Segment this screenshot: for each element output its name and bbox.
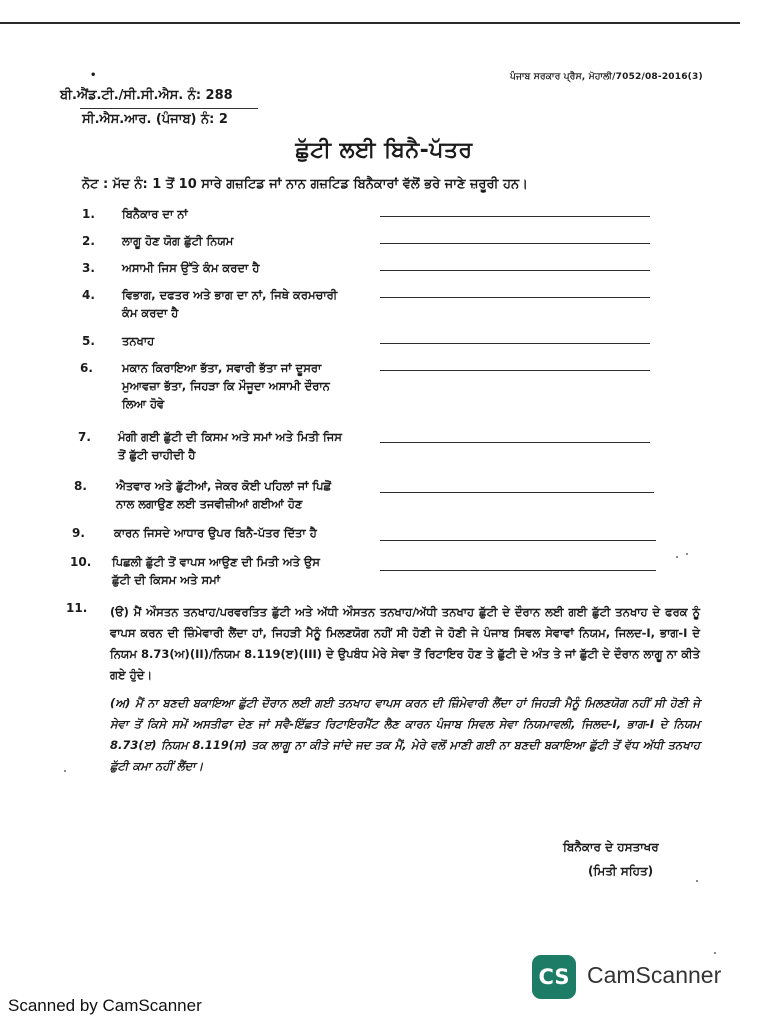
item-number: 6. [80,361,93,375]
item-number: 8. [74,479,87,493]
item-number: 2. [82,234,95,248]
fill-line[interactable] [380,442,650,443]
scan-speck [714,952,716,954]
fill-line[interactable] [380,540,656,541]
fill-line[interactable] [380,297,650,298]
item-label: ਤਨਖਾਹ [122,334,155,348]
item-number-11: 11. [66,601,88,615]
item-number: 4. [82,288,95,302]
signature-label: ਬਿਨੈਕਾਰ ਦੇ ਹਸਤਾਖਰ [563,840,659,854]
item-label: ਮਕਾਨ ਕਿਰਾਇਆ ਭੱਤਾ, ਸਵਾਰੀ ਭੱਤਾ ਜਾਂ ਦੂਸਰਾ ਮੁਆਵਜ਼ਾ ਭੱਤਾ, ਜਿਹੜਾ ਕਿ ਮੌਜੂਦਾ ਅਸਾਮੀ ਦੌਰਾਨ ਲਿਆ ਹੋਵੇ [122,361,330,411]
fill-line[interactable] [380,370,650,371]
item-label: ਵਿਭਾਗ, ਦਫਤਰ ਅਤੇ ਭਾਗ ਦਾ ਨਾਂ, ਜਿਥੇ ਕਰਮਚਾਰੀ ਕੰਮ ਕਰਦਾ ਹੈ [122,288,338,320]
reference-number-1: ਬੀ.ਐਂਡ.ਟੀ./ਸੀ.ਸੀ.ਐਸ. ਨੰ: 288 [60,88,233,103]
undertaking-paragraph-b: (ਅ) ਮੈਂ ਨਾ ਬਣਦੀ ਬਕਾਇਆ ਛੁੱਟੀ ਦੌਰਾਨ ਲਈ ਗਈ ਤਨਖਾਹ ਵਾਪਸ ਕਰਨ ਦੀ ਜ਼ਿੰਮੇਵਾਰੀ ਲੈਂਦਾ ਹਾਂ ਜਿਹੜੀ ਮੈਨੂੰ ਮਿਲਣਯੋਗ ਨਹੀਂ ਸੀ ਹੋਣੀ ਜੇ ਸੇਵਾ ਤੋਂ ਕਿਸੇ ਸਮੇਂ ਅਸਤੀਫਾ ਦੇਣ ਜਾਂ ਸਵੈ-ਇੱਛਤ ਰਿਟਾਇਰਮੈਂਟ ਲੈਣ ਕਾਰਨ ਪੰਜਾਬ ਸਿਵਲ ਸੇਵਾ ਨਿਯਮਾਵਲੀ, ਜਿਲਦ-I, ਭਾਗ-I ਦੇ ਨਿਯਮ 8.73(ੲ) ਨਿਯਮ 8.119(ਸ) ਤਕ ਲਾਗੂ ਨਾ ਕੀਤੇ ਜਾਂਦੇ ਜਦ ਤਕ ਮੈਂ, ਮੇਰੇ ਵਲੋਂ ਮਾਣੀ ਗਈ ਨਾ ਬਣਦੀ ਬਕਾਇਆ ਛੁੱਟੀ ਤੋਂ ਵੱਧ ਅੱਧੀ ਤਨਖਾਹ ਛੁੱਟੀ ਕਮਾ ਨਹੀਂ ਲੈਂਦਾ। [110,696,700,773]
item-label: ਕਾਰਨ ਜਿਸਦੇ ਆਧਾਰ ਉਪਰ ਬਿਨੈ-ਪੱਤਰ ਦਿੱਤਾ ਹੈ [114,526,317,540]
camscanner-brand: CamScanner [587,962,722,988]
item-label: ਮੰਗੀ ਗਈ ਛੁੱਟੀ ਦੀ ਕਿਸਮ ਅਤੇ ਸਮਾਂ ਅਤੇ ਮਿਤੀ ਜਿਸ ਤੋਂ ਛੁੱਟੀ ਚਾਹੀਦੀ ਹੈ [118,430,342,462]
fill-line[interactable] [380,243,650,244]
item-number: 3. [82,261,95,275]
item-label: ਅਸਾਮੀ ਜਿਸ ਉੱਤੇ ਕੰਮ ਕਰਦਾ ਹੈ [122,261,260,275]
undertaking-paragraph-a: (ੳ) ਮੈਂ ਔਸਤਨ ਤਨਖਾਹ/ਪਰਵਰਤਿਤ ਛੁੱਟੀ ਅਤੇ ਅੱਧੀ ਔਸਤਨ ਤਨਖਾਹ/ਅੱਧੀ ਤਨਖਾਹ ਛੁੱਟੀ ਦੇ ਦੌਰਾਨ ਲਈ ਗਈ ਛੁੱਟੀ ਤਨਖਾਹ ਦੇ ਫਰਕ ਨੂੰ ਵਾਪਸ ਕਰਨ ਦੀ ਜ਼ਿੰਮੇਵਾਰੀ ਲੈਂਦਾ ਹਾਂ, ਜਿਹੜੀ ਮੈਨੂੰ ਮਿਲਣਯੋਗ ਨਹੀਂ ਸੀ ਹੋਣੀ ਜੇ ਹੋਣੀ ਜੇ ਪੰਜਾਬ ਸਿਵਲ ਸੇਵਾਵਾਂ ਨਿਯਮ, ਜਿਲਦ-I, ਭਾਗ-I ਦੇ ਨਿਯਮ 8.73(ਅ)(II)/ਨਿਯਮ 8.119(ੲ)(III) ਦੇ ਉਪਬੰਧ ਮੇਰੇ ਸੇਵਾ ਤੋਂ ਰਿਟਾਇਰ ਹੋਣ ਤੇ ਛੁੱਟੀ ਦੇ ਅੰਤ ਤੇ ਜਾਂ ਛੁੱਟੀ ਦੇ ਦੌਰਾਨ ਲਾਗੂ ਨਾ ਕੀਤੇ ਗਏ ਹੁੰਦੇ। [110,605,700,682]
scan-speck [696,880,698,882]
item-number: 7. [78,430,91,444]
reference-number-2: ਸੀ.ਐਸ.ਆਰ. (ਪੰਜਾਬ) ਨੰ: 2 [82,112,228,127]
fill-line[interactable] [380,492,654,493]
camscanner-logo-icon: CS [532,955,576,999]
form-note: ਨੋਟ : ਮੱਦ ਨੰ: 1 ਤੋਂ 10 ਸਾਰੇ ਗਜ਼ਟਿਡ ਜਾਂ ਨਾਨ ਗਜ਼ਟਿਡ ਬਿਨੈਕਾਰਾਂ ਵੱਲੋਂ ਭਰੇ ਜਾਣੇ ਜ਼ਰੂਰੀ ਹਨ। [82,177,528,192]
fill-line[interactable] [380,570,656,571]
fill-line[interactable] [380,270,650,271]
item-number: 5. [82,334,95,348]
signature-date-label: (ਮਿਤੀ ਸਹਿਤ) [588,864,654,878]
item-label: ਲਾਗੂ ਹੋਣ ਯੋਗ ਛੁੱਟੀ ਨਿਯਮ [122,234,234,248]
scan-speck [676,556,678,558]
scan-speck [64,770,66,772]
item-number: 9. [72,526,85,540]
item-number: 1. [82,207,95,221]
scanned-by-label: Scanned by CamScanner [8,996,202,1015]
scan-speck [686,553,688,555]
corner-mark: • [90,70,97,81]
item-label: ਪਿਛਲੀ ਛੁੱਟੀ ਤੋਂ ਵਾਪਸ ਆਉਣ ਦੀ ਮਿਤੀ ਅਤੇ ਉਸ ਛੁੱਟੀ ਦੀ ਕਿਸਮ ਅਤੇ ਸਮਾਂ [112,555,320,587]
printer-line: ਪੰਜਾਬ ਸਰਕਾਰ ਪ੍ਰੈਸ, ਮੋਹਾਲੀ/7052/08-2016(3) [510,72,703,82]
top-scan-edge [0,22,740,24]
form-title: ਛੁੱਟੀ ਲਈ ਬਿਨੈ-ਪੱਤਰ [295,138,473,163]
item-label: ਐਤਵਾਰ ਅਤੇ ਛੁੱਟੀਆਂ, ਜੇਕਰ ਕੋਈ ਪਹਿਲਾਂ ਜਾਂ ਪਿਛੋਂ ਨਾਲ ਲਗਾਉਣ ਲਈ ਤਜਵੀਜ਼ੀਆਂ ਗਈਆਂ ਹੋਣ [116,479,332,511]
item-label: ਬਿਨੈਕਾਰ ਦਾ ਨਾਂ [122,207,188,221]
reference-underline [80,108,258,109]
item-number: 10. [70,555,92,569]
fill-line[interactable] [380,216,650,217]
fill-line[interactable] [380,343,650,344]
